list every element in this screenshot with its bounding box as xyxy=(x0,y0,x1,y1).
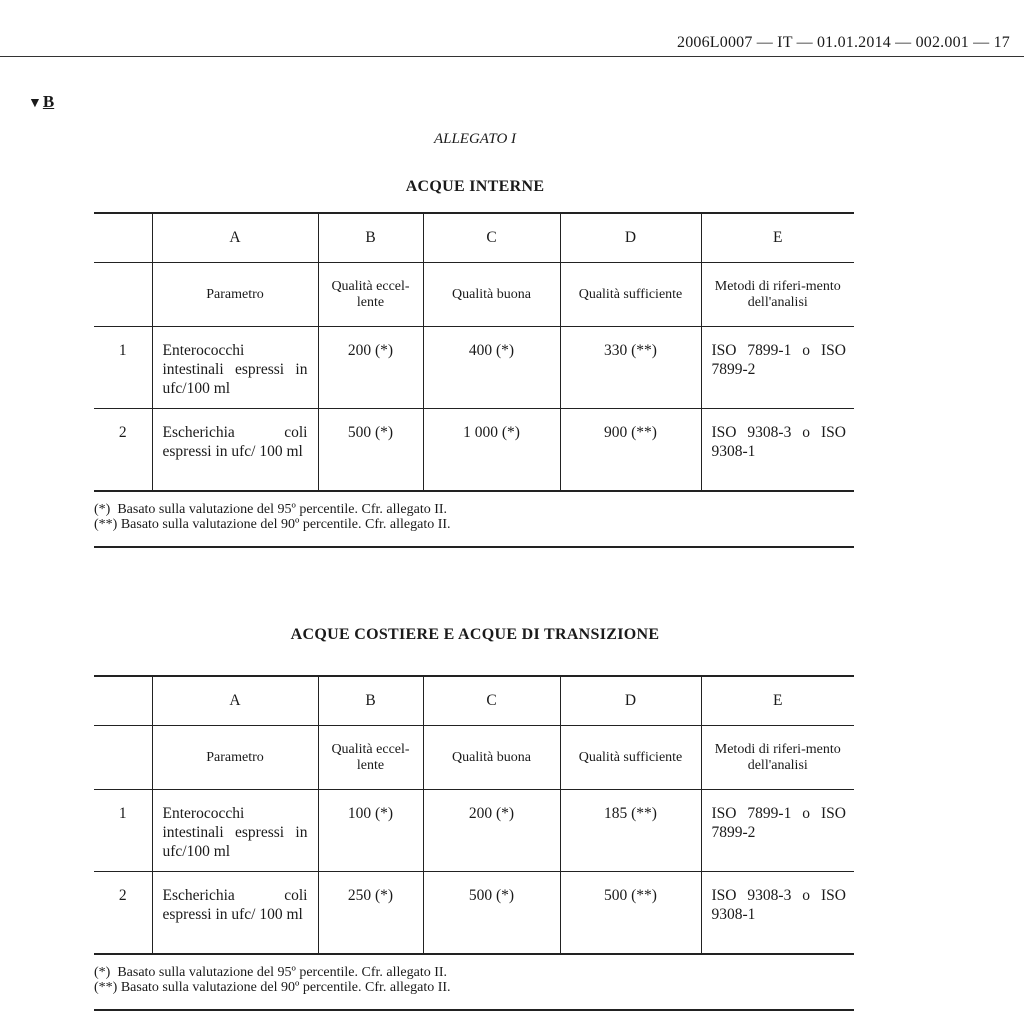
column-letter-row xyxy=(94,213,854,263)
table-row xyxy=(94,790,854,872)
row-number: 2 xyxy=(94,409,152,491)
column-header: Qualità eccel-lente xyxy=(318,263,423,327)
table-inland-waters xyxy=(94,212,854,548)
method-cell: ISO 7899-1 o ISO 7899-2 xyxy=(701,327,854,409)
column-letter: B xyxy=(318,213,423,263)
section-title-coastal-waters: ACQUE COSTIERE E ACQUE DI TRANSIZIONE xyxy=(290,626,660,643)
footnote: (*) Basato sulla valutazione del 95º percentile. Cfr. allegato II. xyxy=(94,501,448,517)
method-cell: ISO 9308-3 o ISO 9308-1 xyxy=(701,872,854,954)
quality-table xyxy=(94,212,854,492)
table-row xyxy=(94,409,854,491)
amendment-marker-letter: B xyxy=(42,92,55,111)
column-letter: E xyxy=(701,676,854,726)
excellent-value: 500 (*) xyxy=(318,409,423,491)
column-header: Qualità sufficiente xyxy=(560,726,701,790)
column-header: Metodi di riferi-mento dell'analisi xyxy=(701,263,854,327)
column-letter: C xyxy=(423,676,560,726)
column-letter: B xyxy=(318,676,423,726)
amendment-marker xyxy=(28,92,54,112)
table-row xyxy=(94,872,854,954)
method-cell: ISO 7899-1 o ISO 7899-2 xyxy=(701,790,854,872)
column-letter: D xyxy=(560,213,701,263)
row-number: 2 xyxy=(94,872,152,954)
column-header: Qualità eccel-lente xyxy=(318,726,423,790)
column-letter-row xyxy=(94,676,854,726)
parameter-cell: Escherichia coli espressi in ufc/ 100 ml xyxy=(152,872,318,954)
column-letter: C xyxy=(423,213,560,263)
excellent-value: 100 (*) xyxy=(318,790,423,872)
table-row xyxy=(94,327,854,409)
row-number: 1 xyxy=(94,790,152,872)
footnote: (*) Basato sulla valutazione del 95º percentile. Cfr. allegato II. xyxy=(94,964,448,980)
good-value: 400 (*) xyxy=(423,327,560,409)
empty-header-cell xyxy=(94,726,152,790)
good-value: 500 (*) xyxy=(423,872,560,954)
sufficient-value: 185 (**) xyxy=(560,790,701,872)
triangle-down-icon: ▼ xyxy=(28,96,42,111)
sufficient-value: 900 (**) xyxy=(560,409,701,491)
column-letter: E xyxy=(701,213,854,263)
footnotes xyxy=(94,492,854,548)
column-letter: A xyxy=(152,213,318,263)
empty-corner-cell xyxy=(94,676,152,726)
footnote: (**) Basato sulla valutazione del 90º percentile. Cfr. allegato II. xyxy=(94,979,451,995)
column-header: Qualità buona xyxy=(423,726,560,790)
good-value: 200 (*) xyxy=(423,790,560,872)
row-number: 1 xyxy=(94,327,152,409)
excellent-value: 200 (*) xyxy=(318,327,423,409)
column-header-row xyxy=(94,263,854,327)
sufficient-value: 330 (**) xyxy=(560,327,701,409)
good-value: 1 000 (*) xyxy=(423,409,560,491)
header-divider xyxy=(0,56,1024,57)
empty-header-cell xyxy=(94,263,152,327)
table-coastal-waters xyxy=(94,675,854,1011)
sufficient-value: 500 (**) xyxy=(560,872,701,954)
footnotes xyxy=(94,955,854,1011)
column-header: Metodi di riferi-mento dell'analisi xyxy=(701,726,854,790)
parameter-cell: Enterococchi intestinali espressi in ufc/100 ml xyxy=(152,790,318,872)
column-letter: D xyxy=(560,676,701,726)
column-header-row xyxy=(94,726,854,790)
footnote: (**) Basato sulla valutazione del 90º percentile. Cfr. allegato II. xyxy=(94,516,451,532)
excellent-value: 250 (*) xyxy=(318,872,423,954)
column-header: Parametro xyxy=(152,726,318,790)
quality-table xyxy=(94,675,854,955)
empty-corner-cell xyxy=(94,213,152,263)
section-title-inland-waters: ACQUE INTERNE xyxy=(405,178,545,195)
column-header: Parametro xyxy=(152,263,318,327)
column-header: Qualità sufficiente xyxy=(560,263,701,327)
method-cell: ISO 9308-3 o ISO 9308-1 xyxy=(701,409,854,491)
document-reference: 2006L0007 — IT — 01.01.2014 — 002.001 — 17 xyxy=(677,34,1010,51)
column-header: Qualità buona xyxy=(423,263,560,327)
parameter-cell: Enterococchi intestinali espressi in ufc/100 ml xyxy=(152,327,318,409)
parameter-cell: Escherichia coli espressi in ufc/ 100 ml xyxy=(152,409,318,491)
annex-title: ALLEGATO I xyxy=(433,131,517,147)
column-letter: A xyxy=(152,676,318,726)
